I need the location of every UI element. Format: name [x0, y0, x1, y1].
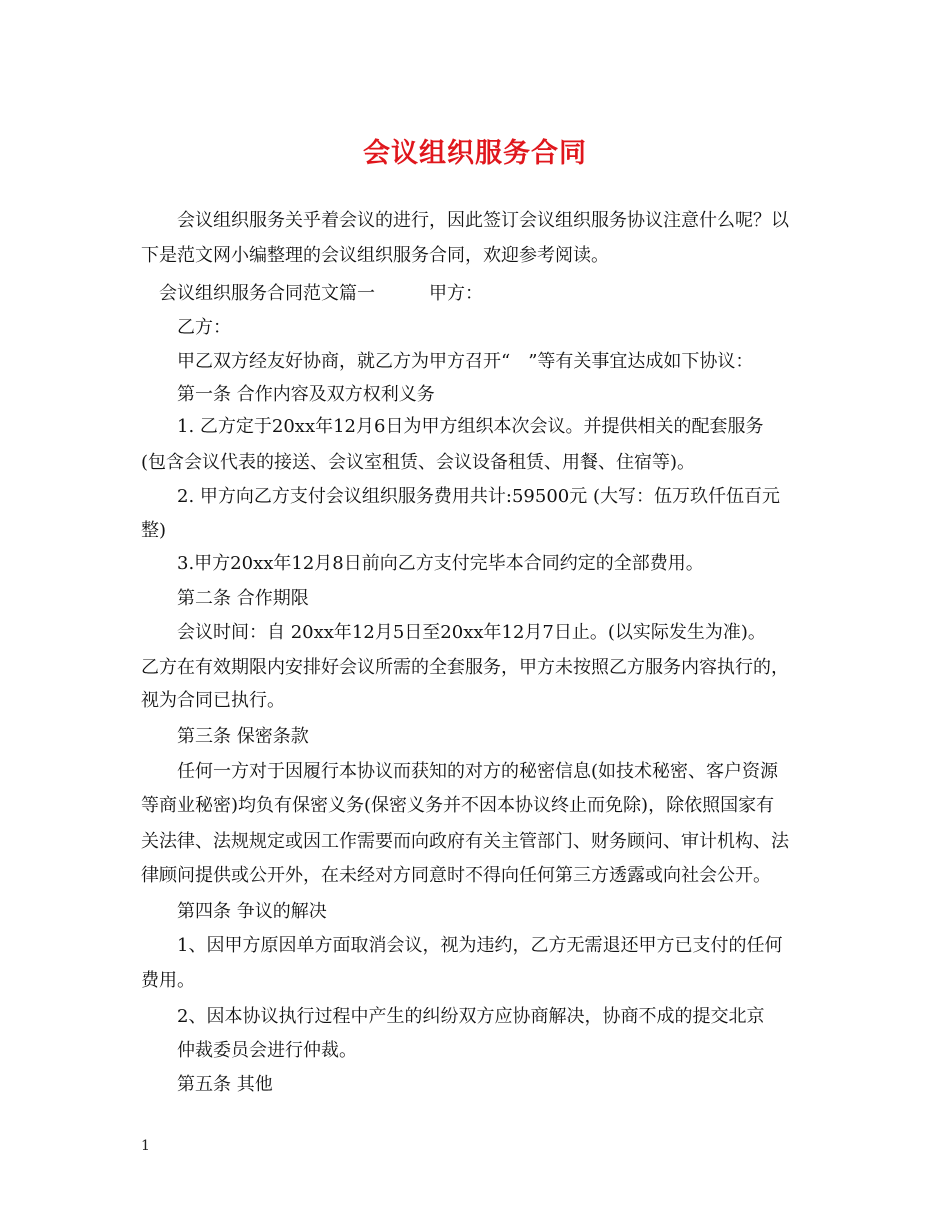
paragraph-line: 下是范文网小编整理的会议组织服务合同，欢迎参考阅读。 [141, 245, 609, 266]
paragraph-line: 律顾问提供或公开外，在未经对方同意时不得向任何第三方透露或向社会公开。 [141, 865, 771, 886]
paragraph-line: 关法律、法规规定或因工作需要而向政府有关主管部门、财务顾问、审计机构、法 [141, 831, 789, 852]
article-heading: 第二条 合作期限 [177, 588, 309, 609]
paragraph-line: 甲乙双方经友好协商，就乙方为甲方召开“ ”等有关事宜达成如下协议： [177, 351, 754, 372]
paragraph-line: 2. 甲方向乙方支付会议组织服务费用共计:59500元 (大写：伍万玖仟伍百元 [177, 486, 780, 507]
article-heading: 第三条 保密条款 [177, 726, 309, 747]
paragraph-line: 仲裁委员会进行仲裁。 [177, 1040, 357, 1061]
article-heading: 第五条 其他 [177, 1074, 273, 1095]
paragraph-line: 1、因甲方原因单方面取消会议，视为违约，乙方无需退还甲方已支付的任何 [177, 935, 783, 956]
paragraph-line: 2、因本协议执行过程中产生的纠纷双方应协商解决，协商不成的提交北京 [177, 1006, 765, 1027]
article-heading: 第四条 争议的解决 [177, 901, 327, 922]
paragraph-line: 视为合同已执行。 [141, 690, 285, 711]
paragraph-line: 任何一方对于因履行本协议而获知的对方的秘密信息(如技术秘密、客户资源 [177, 761, 779, 782]
paragraph-line: 乙方在有效期限内安排好会议所需的全套服务，甲方未按照乙方服务内容执行的， [141, 657, 789, 678]
party-line: 乙方： [177, 317, 231, 338]
paragraph-line: 等商业秘密)均负有保密义务(保密义务并不因本协议终止而免除)，除依照国家有 [141, 795, 775, 816]
paragraph-line: 3.甲方20xx年12月8日前向乙方支付完毕本合同约定的全部费用。 [177, 553, 704, 574]
paragraph-line: (包含会议代表的接送、会议室租赁、会议设备租赁、用餐、住宿等)。 [141, 452, 696, 473]
article-heading: 第一条 合作内容及双方权利义务 [177, 384, 435, 405]
section-line: 会议组织服务合同范文篇一 甲方： [159, 283, 483, 304]
paragraph-line: 1. 乙方定于20xx年12月6日为甲方组织本次会议。并提供相关的配套服务 [177, 416, 764, 437]
paragraph-line: 整) [141, 520, 167, 541]
paragraph-line: 费用。 [141, 970, 195, 991]
paragraph-line: 会议时间：自 20xx年12月5日至20xx年12月7日止。(以实际发生为准)。 [177, 622, 766, 643]
document-title: 会议组织服务合同 [363, 138, 587, 169]
paragraph-line: 会议组织服务关乎着会议的进行，因此签订会议组织服务协议注意什么呢？以 [177, 210, 789, 231]
page-number: 1 [141, 1138, 150, 1154]
